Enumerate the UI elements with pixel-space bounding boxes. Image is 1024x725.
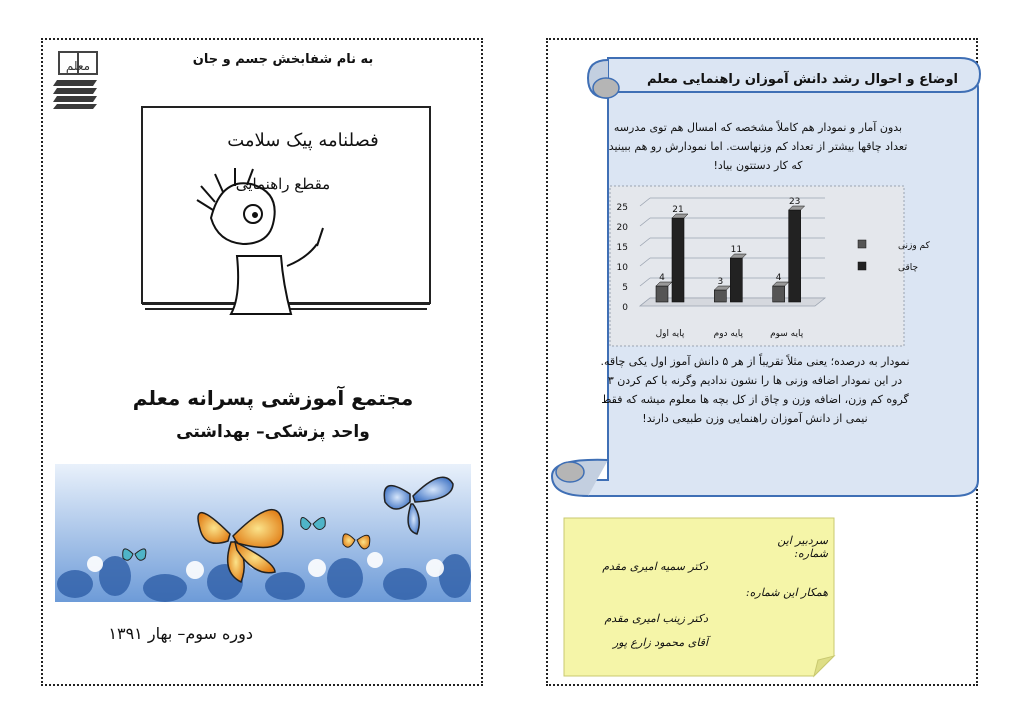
bar — [789, 210, 801, 302]
x-category-label: پایه اول — [655, 329, 685, 339]
editor-name: دکتر سمیه امیری مقدم — [602, 560, 708, 573]
y-tick-label: 20 — [616, 223, 628, 233]
opening-line: به نام شفابخش جسم و جان — [192, 52, 374, 67]
explanation-paragraph: نمودار به درصده؛ یعنی مثلاً تقریباً از هر ۵ دانش آموز اول یکی چاقه. در این نمودار اضافه وزنی ها را نشون ندادیم وگرنه با کم کردن ۳ گروه کم وزن، اضافه وزن و چاق از کل بچه ها معلوم میشه که فقط نیمی از دانش آموزان راهنمایی وزن طبیعی دارند! — [600, 355, 910, 425]
bar-value-label: 4 — [775, 273, 782, 283]
y-tick-label: 25 — [616, 203, 628, 213]
assistant-name-1: دکتر زینب امیری مقدم — [604, 612, 708, 625]
board-text-1: فصلنامه پیک سلامت — [227, 130, 379, 151]
assistant-name-2: آقای محمود زارع پور — [613, 636, 708, 649]
editor-label: سردبیر این شماره: — [777, 534, 828, 560]
legend-swatch — [858, 262, 866, 270]
y-tick-label: 5 — [622, 283, 628, 293]
bar-value-label: 23 — [788, 197, 801, 207]
svg-text:معلم: معلم — [65, 59, 91, 73]
bar — [656, 286, 668, 302]
issue-label: دوره سوم– بهار ۱۳۹۱ — [108, 624, 253, 643]
school-logo — [53, 50, 103, 110]
cover-page — [41, 38, 483, 686]
bar — [714, 290, 726, 302]
butterfly-illustration — [55, 464, 471, 602]
article-page — [546, 38, 978, 686]
legend-swatch — [858, 240, 866, 248]
legend-label: چاقی — [898, 263, 919, 273]
board-text-2: مقطع راهنمایی — [235, 175, 331, 193]
bar-value-label: 21 — [672, 205, 684, 215]
x-category-label: پایه دوم — [713, 329, 744, 339]
article-title: اوضاع و احوال رشد دانش آموزان راهنمایی معلم — [647, 72, 958, 87]
assistant-label: همکار این شماره: — [745, 586, 828, 599]
y-tick-label: 15 — [616, 243, 628, 253]
unit-name: واحد پزشکی– بهداشتی — [176, 422, 370, 442]
y-tick-label: 0 — [622, 303, 628, 313]
legend-label: کم وزنی — [898, 241, 930, 251]
school-name: مجتمع آموزشی پسرانه معلم — [132, 386, 414, 410]
bar — [773, 286, 785, 302]
x-category-label: پایه سوم — [770, 329, 804, 339]
bar-value-label: 3 — [717, 277, 724, 287]
bar — [730, 258, 742, 302]
bar-value-label: 4 — [659, 273, 665, 283]
y-tick-label: 10 — [616, 263, 628, 273]
growth-chart — [610, 186, 930, 346]
bar-value-label: 11 — [730, 245, 743, 255]
bar — [672, 218, 684, 302]
intro-paragraph: بدون آمار و نمودار هم کاملاً مشخصه که امسال هم توی مدرسه تعداد چاقها بیشتر از تعداد کم وزنهاست. اما نمودارش رو هم ببینید که کار دستتون بیاد! — [608, 121, 908, 172]
